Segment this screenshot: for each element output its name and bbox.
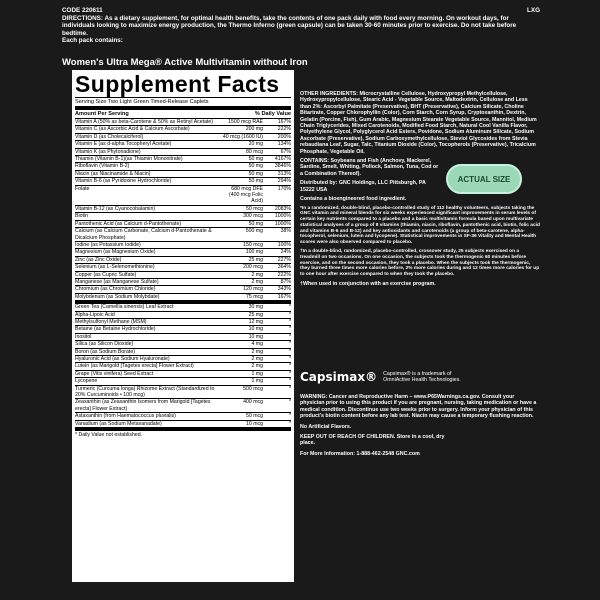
nutrient-name: Vanadium (as Sodium Metavanadate): [75, 420, 162, 427]
nutrient-name: Hyaluronic Acid (as Sodium Hyaluronate): [75, 356, 170, 362]
nutrient-amount: 50 mcg: [245, 413, 263, 420]
nutrient-name: Copper (as Cupric Sulfate): [75, 271, 137, 278]
nutrient-amount: 30 mg: [248, 304, 263, 311]
nutrient-name: Chromium (as Chromium Chloride): [75, 286, 156, 293]
facts-row: [75, 356, 291, 363]
nutrient-dv: 167%: [277, 119, 291, 125]
nutrient-dv: *: [288, 378, 291, 385]
nutrient-name: Pantothenic Acid (as Calcium d-Pantothenate): [75, 220, 182, 227]
nutrient-dv: 1000%: [274, 220, 291, 227]
product-title: Women's Ultra Mega® Active Multivitamin without Iron: [62, 57, 308, 68]
nutrient-name: Vitamin E (as d-alpha Tocopheryl Acetate): [75, 141, 172, 148]
nutrient-amount: 200 mg: [245, 126, 263, 133]
nutrient-amount: 2 mg: [251, 348, 263, 355]
facts-row: [75, 326, 291, 333]
nutrient-name: Biotin: [75, 213, 88, 220]
facts-row: [75, 206, 291, 213]
nutrient-name: Methylsulfonyl Methane (MSM): [75, 318, 147, 325]
nutrient-dv: 294%: [277, 178, 291, 185]
facts-row: [75, 294, 291, 301]
nutrient-dv: 170%: [277, 185, 291, 192]
study-footnote-2: †In a double-blind, randomized, placebo-controlled, crossover study, 25 subjects exercised on a treadmill on two occasions. On one occasion, the subjects took the thermogenic 60 minutes before exercise, and on the second occasion, they took a placebo. When the subjects took the thermogenic, they burned three times more calories before, 2% more calories during and 12 times more calories for up to one hour after exercise compared to when they took the placebo.: [300, 249, 540, 278]
facts-row: [75, 319, 291, 326]
nutrient-dv: 313%: [277, 170, 291, 177]
nutrient-amount: 680 mcg DFE (400 mcg Folic Acid): [228, 185, 263, 205]
nutrient-name: Thiamin (Vitamin B-1)(as Thiamin Mononitrate): [75, 156, 183, 163]
nutrient-name: Alpha-Lipoic Acid: [75, 311, 115, 318]
nutrient-amount: 25 mg: [248, 256, 263, 263]
nutrient-amount: 75 mcg: [245, 293, 263, 300]
nutrient-dv: *: [288, 348, 291, 355]
nutrient-name: Vitamin D (as Cholecalciferol): [75, 133, 144, 140]
daily-value-header: % Daily Value: [254, 111, 291, 117]
facts-row: [75, 228, 291, 242]
facts-row: [75, 119, 291, 126]
nutrient-dv: 67%: [280, 148, 291, 155]
facts-row: [75, 312, 291, 319]
capsimax-block: [300, 370, 463, 384]
nutrient-dv: *: [288, 304, 291, 311]
nutrient-name: Silica (as Silicon Dioxide): [75, 341, 134, 348]
pack-contains: Each pack contains:: [62, 37, 123, 45]
nutrient-dv: 2083%: [274, 205, 291, 212]
nutrient-amount: 500 mcg: [243, 385, 263, 392]
nutrient-dv: 343%: [277, 286, 291, 293]
nutrient-dv: 87%: [280, 278, 291, 285]
nutrient-dv: *: [288, 318, 291, 325]
nutrient-name: Riboflavin (Vitamin B-2): [75, 163, 130, 170]
capsimax-logo: Capsimax®: [300, 370, 378, 384]
nutrient-name: Astaxanthin (from Haematococcus pluvialis): [75, 413, 176, 420]
nutrient-name: Molybdenum (as Sodium Molybdate): [75, 293, 160, 300]
nutrient-amount: 10 mg: [248, 326, 263, 333]
nutrient-dv: 38%: [280, 228, 291, 235]
facts-row: [75, 257, 291, 264]
no-artificial-flavors: No Artificial Flavors.: [300, 423, 352, 430]
other-ingredient-rows: [75, 304, 291, 428]
nutrient-dv: 227%: [277, 256, 291, 263]
facts-row: [75, 149, 291, 156]
nutrient-dv: 222%: [277, 271, 291, 278]
facts-row: [75, 279, 291, 286]
study-footnote-1: *In a randomized, double-blind, placebo-controlled study of 112 healthy volunteers, subjects taking the GNC vitamin and mineral blends for six weeks experienced significant improvements in serum levels of certain key nutrients compared to a placebo and a basic multivitamin formula based upon multivariate statistical analyses of a group of 8 vitamins (thiamin, niacin, riboflavin, pantothenic acid, biotin, folic acid and vitamins B-6 and B-12) and key antioxidants and carotenoids (a group of beta-carotene, alpha-tocopherol, selenium, lutein and lycopene). Statistical improvements in SF-36 Vitality and Mental Health scores were also observed compared to placebo.: [300, 205, 540, 246]
nutrient-name: Iodine (as Potassium Iodide): [75, 241, 141, 248]
facts-row: [75, 134, 291, 141]
nutrient-dv: 364%: [277, 264, 291, 271]
amount-per-serving: Amount Per Serving: [75, 111, 129, 117]
nutrient-dv: 134%: [277, 141, 291, 148]
facts-row: [75, 413, 291, 420]
facts-row: [75, 421, 291, 428]
nutrient-dv: 222%: [277, 126, 291, 133]
nutrient-name: Grape (Vitis vinifera) Seed Extract: [75, 370, 154, 377]
keep-out-of-reach: KEEP OUT OF REACH OF CHILDREN. Store in a cool, dry place.: [300, 434, 445, 447]
nutrient-dv: *: [288, 341, 291, 348]
nutrient-name: Selenium (as L-Selenomethionine): [75, 264, 155, 271]
nutrient-amount: 50 mg: [248, 178, 263, 185]
nutrient-amount: 120 mcg: [243, 286, 263, 293]
facts-row: [75, 141, 291, 148]
serving-size: Serving Size Two Light Green Timed-Release Caplets: [75, 97, 291, 106]
facts-row: [75, 399, 291, 413]
nutrient-name: Manganese (as Manganese Sulfate): [75, 278, 159, 285]
facts-row: [75, 264, 291, 271]
nutrient-amount: 150 mcg: [243, 241, 263, 248]
nutrient-amount: 10 mg: [248, 333, 263, 340]
nutrient-dv: *: [288, 413, 291, 420]
facts-row: [75, 386, 291, 400]
facts-header: [75, 106, 291, 119]
facts-row: [75, 186, 291, 206]
nutrient-dv: 167%: [277, 293, 291, 300]
nutrient-name: Lutein (as Marigold [Tagetes erecta] Flower Extract): [75, 363, 194, 370]
more-info: For More Information: 1-888-462-2548 GNC.com: [300, 450, 420, 457]
nutrient-amount: 1 mg: [251, 378, 263, 385]
nutrient-dv: 3846%: [274, 163, 291, 170]
nutrient-name: Vitamin C (as Ascorbic Acid & Calcium Ascorbate): [75, 126, 190, 133]
facts-row: [75, 171, 291, 178]
nutrient-amount: 50 mg: [248, 220, 263, 227]
nutrient-amount: 400 mcg: [243, 399, 263, 406]
nutrient-dv: 24%: [280, 249, 291, 256]
other-ingredients: OTHER INGREDIENTS: Microcrystalline Cellulose, Hydroxypropyl Methylcellulose, Hydroxypropylcellulose, Stearic Acid - Vegetable Source, Maltodextrin, Cellulose and Less than 2%: Ascorbyl Palmitate (Preservative), BHT (Preservative), Calcium Silicate, Choline Bitartrate, Copper Chlorophyllin (Color), Corn Starch, Corn Syrup, Cryptoxanthin, Dextrin, Gelatin (Porcine, Fish), Gum Arabic, Magnesium Stearate Vegetable Source, Mannitol, Medium Chain Triglycerides, Mixed Carotenoids, Modified Food Starch, Natural Cool Vanilla Flavor, Polyethylene Glycol, Polyglycerol Acid Esters, Povidone, Sodium Aluminum Silicate, Sodium Ascorbate (Preservative), Sodium Carboxymethylcellulose, Steviol Glycosides from Stevia rebaudiana Leaf, Sugar, Talc, Titanium Dioxide (Color), Tocopherols (Preservative), Tricalcium Phosphate, Vegetable Oil.: [300, 91, 537, 155]
nutrient-amount: 80 mcg: [245, 148, 263, 155]
nutrient-name: Inositol: [75, 333, 92, 340]
facts-footnote: * Daily Value not established.: [75, 428, 291, 438]
nutrient-dv: *: [288, 311, 291, 318]
nutrient-dv: *: [288, 326, 291, 333]
facts-row: [75, 213, 291, 220]
facts-row: [75, 178, 291, 185]
nutrient-amount: 20 mg: [248, 141, 263, 148]
facts-row: [75, 242, 291, 249]
nutrient-dv: *: [288, 370, 291, 377]
nutrient-dv: 4167%: [274, 156, 291, 163]
nutrient-amount: 1 mg: [251, 370, 263, 377]
capsimax-trademark: Capsimax® is a trademark of OmniActive Health Technologies.: [383, 370, 461, 383]
nutrient-amount: 10 mcg: [245, 420, 263, 427]
facts-row: [75, 286, 291, 293]
supplement-facts-panel: [72, 70, 294, 582]
nutrient-dv: *: [288, 333, 291, 340]
nutrient-name: Green Tea (Camellia sinensis) Leaf Extract: [75, 304, 174, 311]
facts-row: [75, 371, 291, 378]
nutrient-dv: 100%: [277, 241, 291, 248]
nutrient-dv: *: [288, 399, 291, 406]
nutrient-name: Boron (as Sodium Borate): [75, 348, 135, 355]
nutrient-name: Zeaxanthin (as Zeaxanthin Isomers from Marigold [Tagetes erecta] Flower Extract): [75, 399, 211, 412]
nutrient-dv: 200%: [277, 133, 291, 140]
warning-text: WARNING: Cancer and Reproductive Harm – www.P65Warnings.ca.gov. Consult your physician prior to using this product if you are pregnant, nursing, taking medication or have a medical condition. Discontinue use two weeks prior to surgery. Inform your physician of this product's biotin content before any lab test. Niacin may cause a temporary flushing reaction.: [300, 394, 537, 420]
lot-code: LXG: [527, 7, 540, 14]
nutrient-amount: 500 mg: [245, 228, 263, 235]
directions-text: DIRECTIONS: As a dietary supplement, for optimal health benefits, take the contents of one pack daily with food every morning. On workout days, for individuals looking to maximize energy production, the Thermo Inferno (green capsule) can be taken 30-60 minutes prior to exercise. Do not take before bedtime.: [62, 14, 517, 37]
nutrient-amount: 2 mg: [251, 356, 263, 362]
facts-row: [75, 378, 291, 385]
facts-row: [75, 249, 291, 256]
nutrient-name: Turmeric (Curcuma longa) Rhizome Extract (Standardized to 20% Curcuminoids • 100 mcg): [75, 385, 215, 399]
facts-row: [75, 349, 291, 356]
nutrient-name: Vitamin A (50% as beta-Carotene & 50% as Retinyl Acetate): [75, 119, 214, 125]
nutrient-amount: 12 mg: [248, 318, 263, 325]
nutrient-dv: *: [288, 363, 291, 370]
nutrient-amount: 1500 mcg RAE: [228, 119, 263, 125]
nutrient-dv: *: [288, 356, 291, 362]
nutrient-amount: 25 mg: [248, 311, 263, 318]
facts-row: [75, 363, 291, 370]
nutrient-name: Niacin (as Niacinamide & Niacin): [75, 170, 151, 177]
vitamin-mineral-rows: [75, 119, 291, 301]
facts-row: [75, 126, 291, 133]
facts-row: [75, 221, 291, 228]
product-code: CODE 220611: [62, 7, 103, 14]
facts-title: Supplement Facts: [75, 71, 280, 97]
nutrient-amount: 200 mcg: [243, 264, 263, 271]
nutrient-dv: 1000%: [274, 213, 291, 220]
nutrient-amount: 2 mg: [251, 278, 263, 285]
nutrient-amount: 50 mg: [248, 163, 263, 170]
nutrient-amount: 4 mg: [251, 341, 263, 348]
nutrient-amount: 50 mg: [248, 170, 263, 177]
nutrient-name: Vitamin B-6 (as Pyridoxine Hydrochloride): [75, 178, 172, 185]
facts-row: [75, 334, 291, 341]
bioengineered-note: Contains a bioengineered food ingredient.: [300, 196, 407, 203]
nutrient-name: Vitamin B-12 (as Cyanocobalamin): [75, 205, 156, 212]
nutrient-amount: 50 mg: [248, 156, 263, 163]
nutrient-name: Calcium (as Calcium Carbonate, Calcium d-Pantothenate & Dicalcium Phosphate): [75, 228, 212, 241]
directions-block: [62, 7, 540, 45]
allergen-contains: CONTAINS: Soybeans and Fish (Anchovy, Mackerel, Sardine, Smelt, Whiting, Pollock, Salmon, Tuna, Cod or a Combination Thereof).: [300, 158, 439, 177]
facts-row: [75, 156, 291, 163]
actual-size-caplet: ACTUAL SIZE: [446, 164, 522, 194]
facts-row: [75, 163, 291, 170]
warning-block: [300, 394, 540, 461]
facts-row: [75, 304, 291, 311]
facts-row: [75, 272, 291, 279]
nutrient-amount: 2 mg: [251, 271, 263, 278]
nutrient-amount: 300 mcg: [243, 213, 263, 220]
nutrient-amount: 50 mcg: [245, 205, 263, 212]
nutrient-amount: 40 mcg (1600 IU): [222, 133, 263, 140]
nutrient-name: Zinc (as Zinc Oxide): [75, 256, 122, 263]
nutrient-name: Folate: [75, 185, 90, 192]
code-line: [62, 7, 540, 15]
nutrient-name: Lycopene: [75, 378, 98, 385]
nutrient-amount: 100 mg: [245, 249, 263, 256]
exercise-note: †When used in conjunction with an exercise program.: [300, 281, 436, 288]
nutrient-dv: *: [288, 420, 291, 427]
distributor: Distributed by: GNC Holdings, LLC Pittsburgh, PA 15222 USA: [300, 180, 426, 193]
nutrient-name: Magnesium (as Magnesium Oxide): [75, 249, 156, 256]
facts-row: [75, 341, 291, 348]
nutrient-name: Betaine (as Betaine Hydrochloride): [75, 326, 156, 333]
nutrient-amount: 2 mg: [251, 363, 263, 370]
nutrient-name: Vitamin K (as Phytonadione): [75, 148, 141, 155]
nutrient-dv: *: [288, 385, 291, 392]
